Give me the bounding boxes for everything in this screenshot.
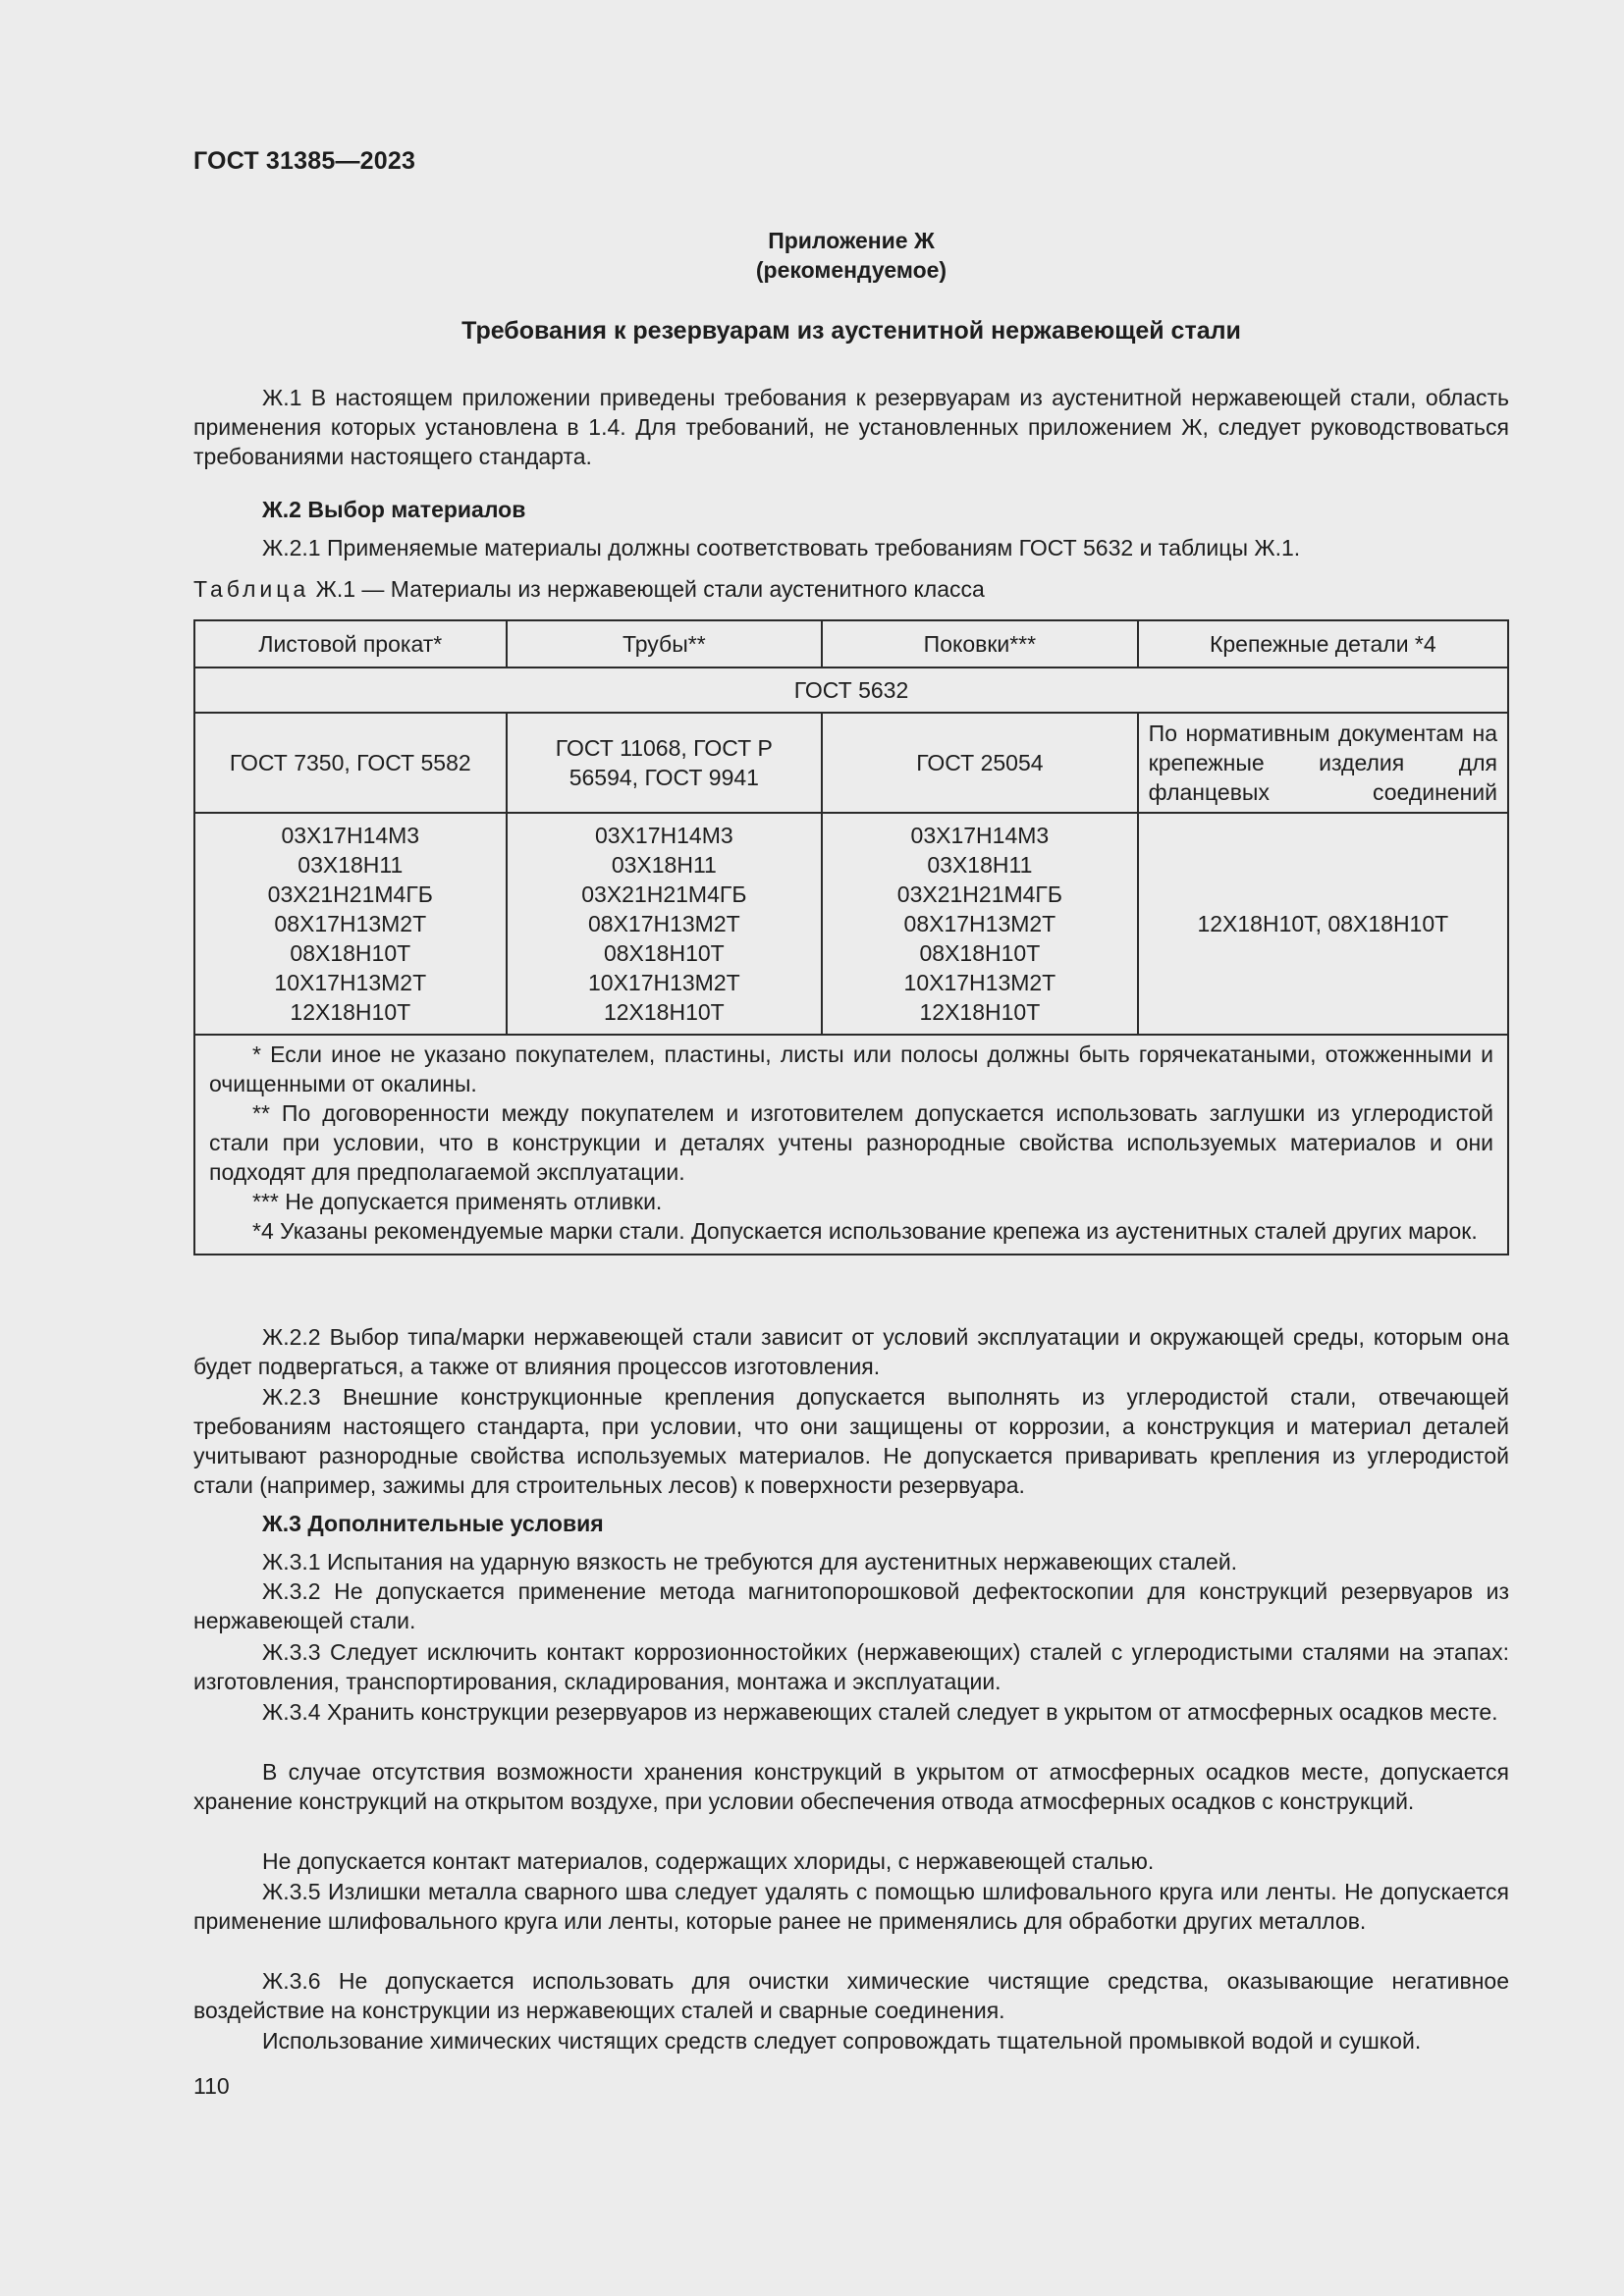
paragraph-zh34b: В случае отсутствия возможности хранения конструкций в укрытом от атмосферных осадков месте, допускается хранение конструкций на открытом воздухе, при условии обеспечения отвода атмосферных осадков с конструкций. [193, 1759, 1509, 1814]
paragraph-zh23: Ж.2.3 Внешние конструкционные крепления допускается выполнять из углеродистой стали, отвечающей требованиям настоящего стандарта, при условии, что они защищены от коррозии, а конструкция и материал деталей учитывают разнородные свойства используемых материалов. Не допускается приваривать крепления из углеродистой стали (например, зажимы для строительных лесов) к поверхности резервуара. [193, 1384, 1509, 1498]
table-row [194, 813, 1508, 1035]
paragraph-zh34c: Не допускается контакт материалов, содержащих хлориды, с нержавеющей сталью. [262, 1848, 1155, 1874]
grade-item: 10Х17Н13М2Т [903, 970, 1056, 995]
grades-sheet [194, 813, 507, 1035]
header-forgings: Поковки*** [822, 620, 1138, 667]
appendix-header [193, 226, 1509, 285]
grade-item: 08Х17Н13М2Т [903, 911, 1056, 936]
table-caption [193, 576, 985, 603]
table-caption-prefix: Таблица [193, 576, 310, 602]
table-row [194, 713, 1508, 813]
paragraph-zh31: Ж.3.1 Испытания на ударную вязкость не требуются для аустенитных нержавеющих сталей. [262, 1549, 1238, 1575]
grade-item: 08Х18Н10Т [919, 940, 1041, 966]
paragraph-zh33: Ж.3.3 Следует исключить контакт коррозионностойких (нержавеющих) сталей с углеродистыми сталями на этапах: изготовления, транспортирования, складирования, монтажа и эксплуатации. [193, 1639, 1509, 1694]
paragraph-zh35: Ж.3.5 Излишки металла сварного шва следует удалять с помощью шлифовального круга или ленты. Не допускается применение шлифовального круга или ленты, которые ранее не применялись для обработки других металлов. [193, 1879, 1509, 1934]
table-header-row [194, 620, 1508, 667]
grade-item: 12Х18Н10Т, 08Х18Н10Т [1197, 911, 1449, 936]
grade-item: 03Х21Н21М4ГБ [581, 881, 747, 907]
paragraph-zh36: Ж.3.6 Не допускается использовать для очистки химические чистящие средства, оказывающие негативное воздействие на конструкции из нержавеющих сталей и сварные соединения. [193, 1968, 1509, 2023]
grade-item: 12Х18Н10Т [290, 999, 411, 1025]
grade-item: 08Х18Н10Т [290, 940, 411, 966]
table-notes-row [194, 1035, 1508, 1255]
grade-item: 12Х18Н10Т [919, 999, 1041, 1025]
page-number: 110 [193, 2073, 230, 2099]
table-notes [194, 1035, 1508, 1255]
appendix-title: Приложение Ж [768, 228, 935, 253]
materials-table [193, 619, 1509, 1255]
section-heading-zh3: Ж.3 Дополнительные условия [262, 1511, 604, 1536]
gost-5632-cell: ГОСТ 5632 [194, 667, 1508, 713]
paragraph-zh32: Ж.3.2 Не допускается применение метода магнитопорошковой дефектоскопии для конструкций резервуаров из нержавеющей стали. [193, 1578, 1509, 1633]
grade-item: 03Х18Н11 [298, 852, 404, 878]
grade-item: 03Х17Н14М3 [910, 823, 1050, 848]
grades-forgings [822, 813, 1138, 1035]
grade-item: 08Х17Н13М2Т [274, 911, 427, 936]
section-heading-zh2: Ж.2 Выбор материалов [262, 497, 526, 522]
table-note: *** Не допускается применять отливки. [252, 1189, 663, 1214]
grade-item: 03Х21Н21М4ГБ [267, 881, 433, 907]
paragraph-zh34: Ж.3.4 Хранить конструкции резервуаров из нержавеющих сталей следует в укрытом от атмосферных осадков месте. [262, 1699, 1498, 1725]
table-note: * Если иное не указано покупателем, пластины, листы или полосы должны быть горячекатаными, отожженными и очищенными от окалины. [209, 1041, 1493, 1096]
table-note: *4 Указаны рекомендуемые марки стали. Допускается использование крепежа из аустенитных сталей других марок. [252, 1218, 1478, 1244]
table-note: ** По договоренности между покупателем и изготовителем допускается использовать заглушки из углеродистой стали при условии, что в конструкции и деталях учтены разнородные свойства используемых материалов и они подходят для предполагаемой эксплуатации. [209, 1100, 1493, 1185]
grade-item: 08Х18Н10Т [603, 940, 725, 966]
docs-sheet: ГОСТ 7350, ГОСТ 5582 [194, 713, 507, 813]
appendix-status: (рекомендуемое) [755, 257, 947, 283]
paragraph-zh1: Ж.1 В настоящем приложении приведены требования к резервуарам из аустенитной нержавеющей стали, область применения которых установлена в 1.4. Для требований, не установленных приложением Ж, следует руководствоваться требованиями настоящего стандарта. [193, 385, 1509, 469]
docs-fasteners: По нормативным документам на крепежные изделия для фланцевых соединений [1138, 713, 1508, 813]
header-sheet: Листовой прокат* [194, 620, 507, 667]
document-id: ГОСТ 31385—2023 [193, 147, 416, 175]
grade-item: 10Х17Н13М2Т [274, 970, 427, 995]
header-fasteners: Крепежные детали *4 [1138, 620, 1508, 667]
grade-item: 08Х17Н13М2Т [587, 911, 740, 936]
grades-pipes [507, 813, 823, 1035]
grade-item: 03Х18Н11 [611, 852, 717, 878]
grade-item: 03Х21Н21М4ГБ [896, 881, 1062, 907]
appendix-heading: Требования к резервуарам из аустенитной нержавеющей стали [461, 317, 1241, 345]
grade-item: 03Х17Н14М3 [595, 823, 733, 848]
table-caption-text: Ж.1 — Материалы из нержавеющей стали аустенитного класса [315, 576, 985, 602]
docs-forgings: ГОСТ 25054 [822, 713, 1138, 813]
header-pipes: Трубы** [507, 620, 823, 667]
grade-item: 12Х18Н10Т [603, 999, 725, 1025]
paragraph-zh21: Ж.2.1 Применяемые материалы должны соответствовать требованиям ГОСТ 5632 и таблицы Ж.1. [262, 535, 1301, 561]
paragraph-zh22: Ж.2.2 Выбор типа/марки нержавеющей стали зависит от условий эксплуатации и окружающей среды, которым она будет подвергаться, а также от влияния процессов изготовления. [193, 1324, 1509, 1379]
grade-item: 03Х18Н11 [927, 852, 1033, 878]
table-row [194, 667, 1508, 713]
grades-fasteners [1138, 813, 1508, 1035]
paragraph-zh36b: Использование химических чистящих средств следует сопровождать тщательной промывкой водой и сушкой. [262, 2028, 1422, 2054]
docs-pipes: ГОСТ 11068, ГОСТ Р 56594, ГОСТ 9941 [507, 713, 823, 813]
grade-item: 10Х17Н13М2Т [587, 970, 740, 995]
grade-item: 03Х17Н14М3 [281, 823, 420, 848]
